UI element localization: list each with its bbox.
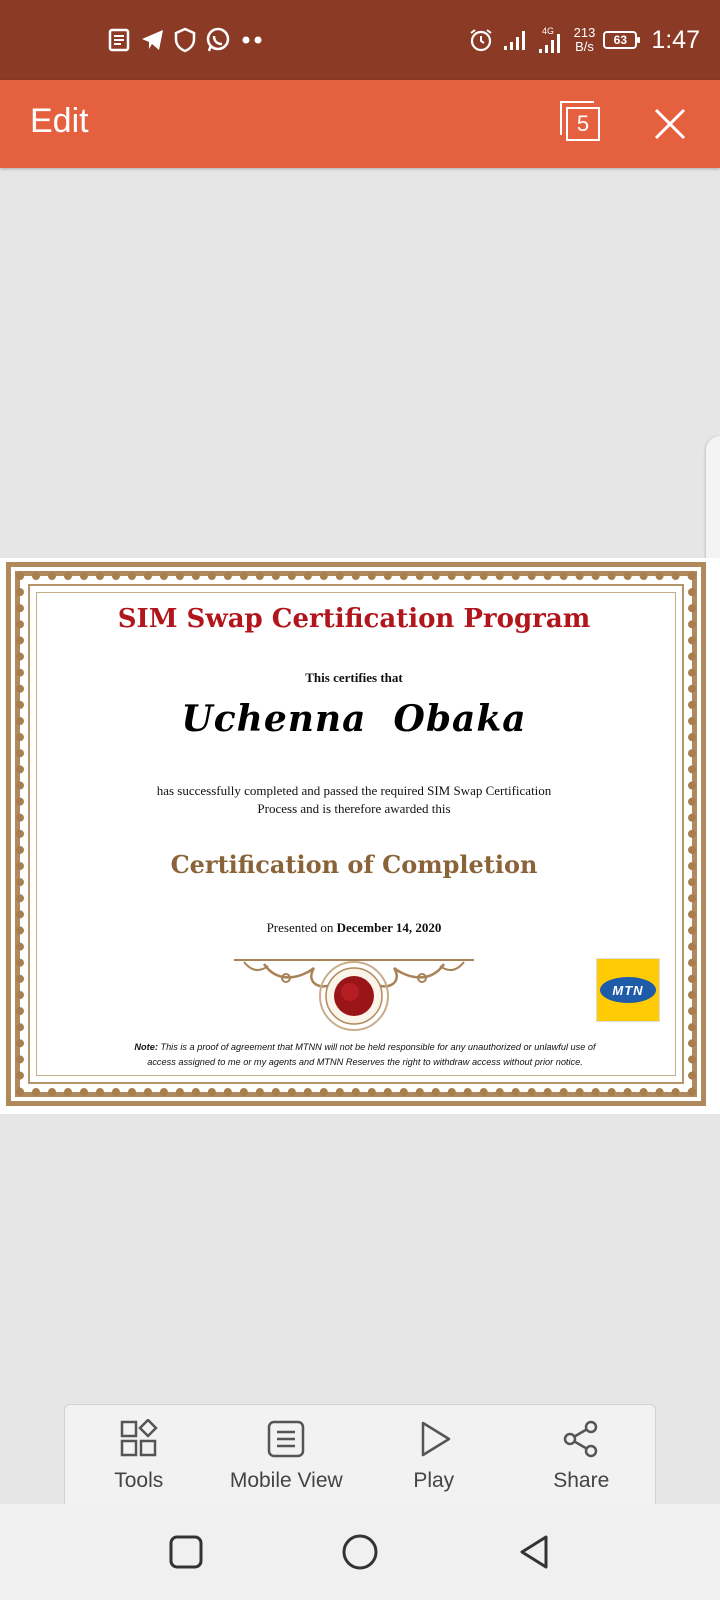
more-notifications-icon xyxy=(240,34,266,46)
wax-seal-ornament xyxy=(234,956,474,1034)
pages-button[interactable] xyxy=(560,101,606,147)
edit-button[interactable]: Edit xyxy=(30,102,89,140)
document-page[interactable] xyxy=(0,558,720,1114)
page-count: 5 xyxy=(566,107,600,141)
app-header xyxy=(0,80,720,168)
signal-icon xyxy=(502,28,528,52)
share-button[interactable]: Share xyxy=(508,1405,656,1504)
certificate-note: Note: This is a proof of agreement that MTNN will not be held responsible for any unauthorized or unlawful use of access assigned to me or my agents and MTNN Reserves the right to withdraw access without prior notice. xyxy=(134,1042,596,1067)
shield-icon xyxy=(174,27,196,53)
mobile-view-button[interactable]: Mobile View xyxy=(213,1405,361,1504)
alarm-icon xyxy=(468,27,494,53)
certificate-title: SIM Swap Certification Program xyxy=(117,604,591,634)
recents-button[interactable] xyxy=(166,1532,206,1572)
play-icon xyxy=(414,1419,454,1459)
share-icon xyxy=(561,1419,601,1459)
clock: 1:47 xyxy=(651,25,700,54)
tools-button[interactable]: Tools xyxy=(65,1405,213,1504)
award-title: Certification of Completion xyxy=(170,850,538,879)
home-button[interactable] xyxy=(340,1532,380,1572)
close-icon xyxy=(652,106,688,142)
status-bar xyxy=(0,0,720,80)
play-button[interactable]: Play xyxy=(360,1405,508,1504)
certificate-body: has successfully completed and passed the required SIM Swap Certification Process and is therefore awarded this xyxy=(156,783,552,816)
close-button[interactable] xyxy=(652,106,688,142)
presented-date: Presented on December 14, 2020 xyxy=(266,920,442,935)
svg-text:4G: 4G xyxy=(541,26,554,36)
news-icon xyxy=(106,27,132,53)
telegram-icon xyxy=(140,27,166,53)
tools-icon xyxy=(119,1419,159,1459)
bottom-toolbar xyxy=(64,1404,656,1504)
mobile-view-icon xyxy=(266,1419,306,1459)
navigation-bar xyxy=(0,1504,720,1600)
signal-4g-icon xyxy=(536,25,566,55)
system-indicators xyxy=(468,20,700,60)
home-icon xyxy=(340,1532,380,1572)
back-icon xyxy=(514,1532,554,1572)
network-speed: 213 B/s xyxy=(573,25,596,54)
notification-icons xyxy=(106,24,266,56)
battery-indicator: 63 xyxy=(603,31,637,49)
recents-icon xyxy=(166,1532,206,1572)
certifies-text: This certifies that xyxy=(305,670,403,685)
recipient-name: Uchenna Obaka xyxy=(181,698,527,740)
back-button[interactable] xyxy=(514,1532,554,1572)
whatsapp-icon xyxy=(204,26,232,54)
mtn-logo: MTN xyxy=(596,958,660,1022)
